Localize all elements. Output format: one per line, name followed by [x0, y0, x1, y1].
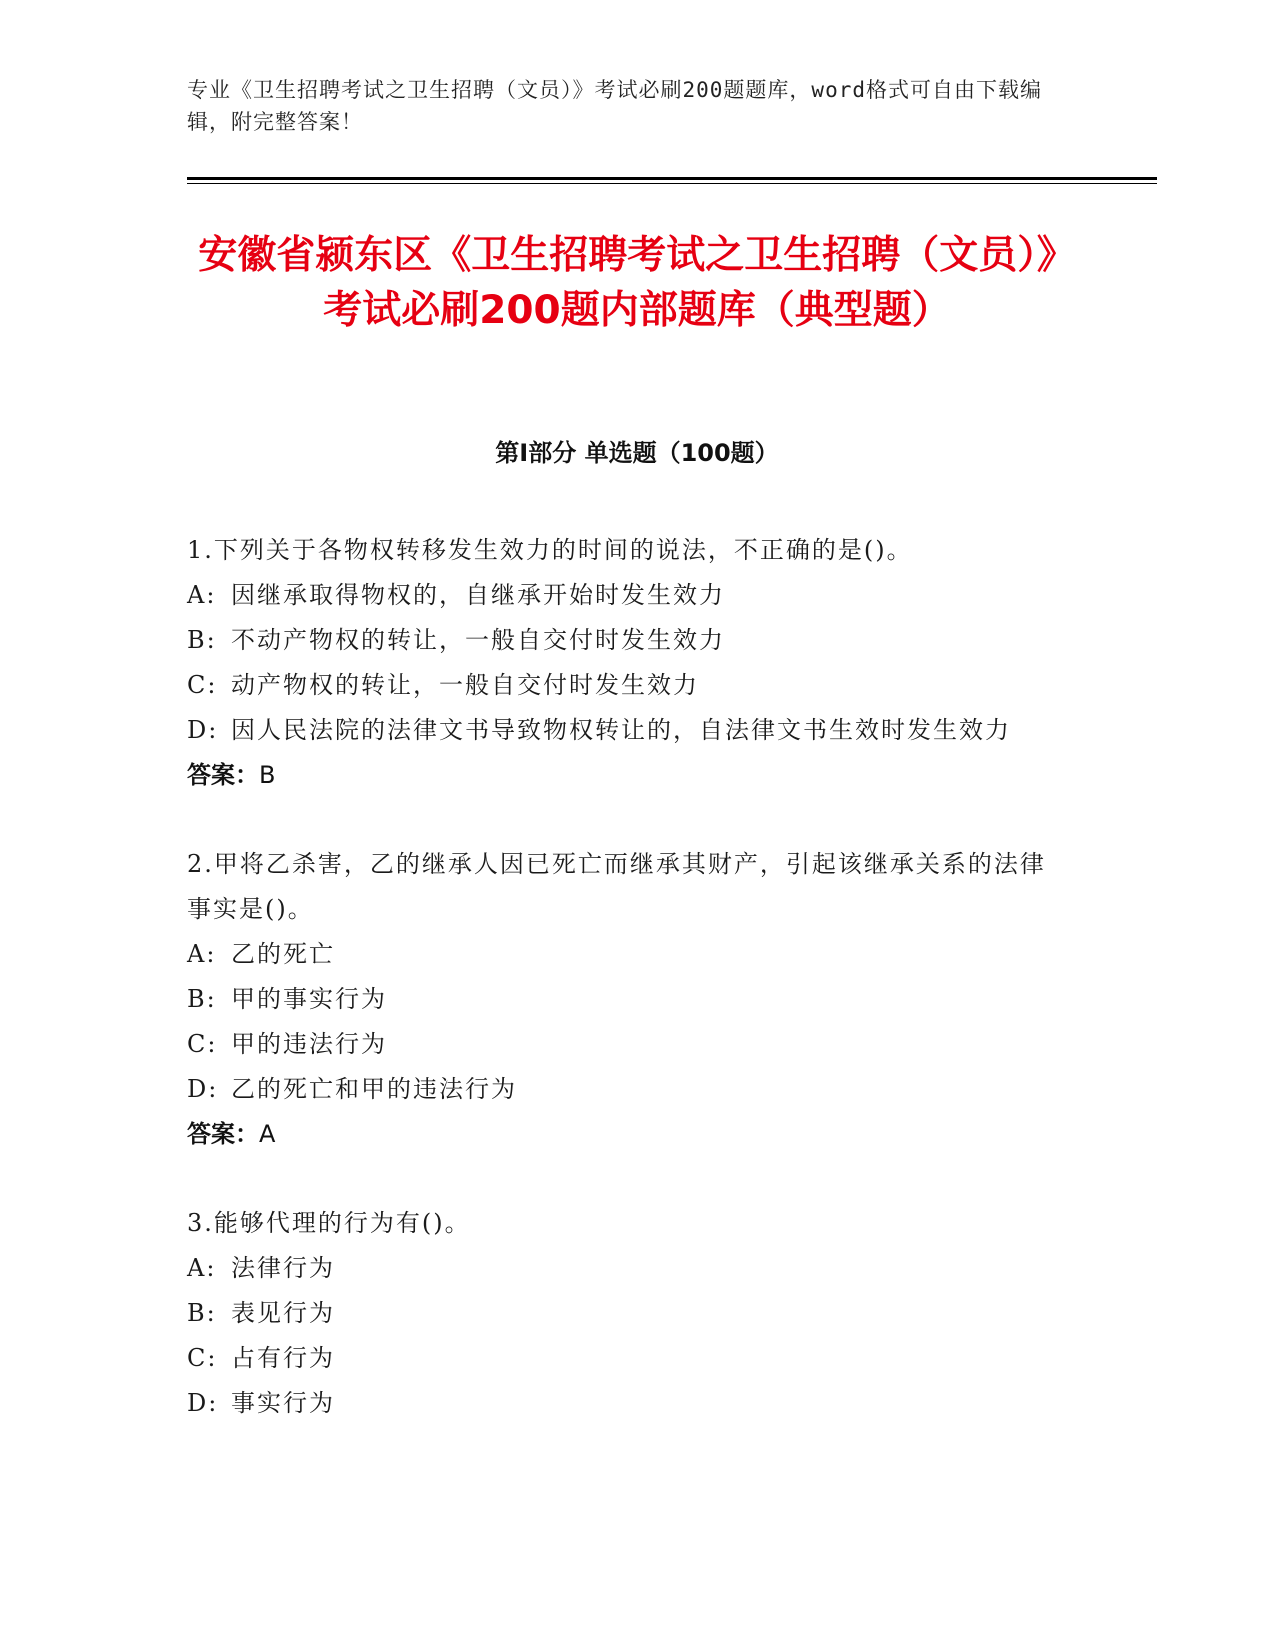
option-c — [187, 1022, 1067, 1067]
option-key: C: — [187, 1344, 218, 1372]
option-a — [187, 932, 1067, 977]
option-key: B: — [187, 626, 217, 654]
option-key: B: — [187, 1299, 217, 1327]
option-text: 动产物权的转让，一般自交付时发生效力 — [231, 671, 699, 699]
option-key: A: — [187, 581, 217, 609]
intro-text: 专业《卫生招聘考试之卫生招聘（文员）》考试必刷200题题库，word格式可自由下载编辑，附完整答案！ — [187, 78, 1042, 134]
option-text: 因继承取得物权的，自继承开始时发生效力 — [231, 581, 725, 609]
option-d — [187, 708, 1067, 753]
option-text: 表见行为 — [231, 1299, 335, 1327]
option-text: 占有行为 — [231, 1344, 335, 1372]
question-list — [187, 528, 1067, 1470]
question-3 — [187, 1201, 1067, 1426]
option-key: C: — [187, 671, 218, 699]
option-text: 法律行为 — [231, 1254, 335, 1282]
option-d — [187, 1067, 1067, 1112]
option-b — [187, 618, 1067, 663]
answer-label: 答案： — [187, 1120, 259, 1148]
option-key: C: — [187, 1030, 218, 1058]
question-stem: 2.甲将乙杀害，乙的继承人因已死亡而继承其财产，引起该继承关系的法律事实是()。 — [187, 850, 1046, 923]
question-2 — [187, 842, 1067, 1157]
answer-value: A — [259, 1120, 276, 1148]
option-a — [187, 573, 1067, 618]
header-rule-thick — [187, 177, 1157, 180]
question-stem: 1.下列关于各物权转移发生效力的时间的说法，不正确的是()。 — [187, 536, 913, 564]
header-rule-thin — [187, 183, 1157, 184]
option-text: 乙的死亡和甲的违法行为 — [231, 1075, 517, 1103]
document-title: 安徽省颍东区《卫生招聘考试之卫生招聘（文员）》考试必刷200题内部题库（典型题） — [198, 233, 1076, 333]
answer-value: B — [259, 761, 276, 789]
option-key: D: — [187, 716, 219, 744]
answer-line — [187, 753, 1067, 798]
option-text: 甲的违法行为 — [231, 1030, 387, 1058]
option-key: B: — [187, 985, 217, 1013]
option-c — [187, 663, 1067, 708]
option-b — [187, 977, 1067, 1022]
option-key: D: — [187, 1075, 219, 1103]
question-stem: 3.能够代理的行为有()。 — [187, 1209, 471, 1237]
option-key: A: — [187, 1254, 217, 1282]
option-text: 甲的事实行为 — [231, 985, 387, 1013]
option-d — [187, 1381, 1067, 1426]
option-a — [187, 1246, 1067, 1291]
option-key: A: — [187, 940, 217, 968]
answer-line — [187, 1112, 1067, 1157]
option-text: 乙的死亡 — [231, 940, 335, 968]
option-text: 因人民法院的法律文书导致物权转让的，自法律文书生效时发生效力 — [231, 716, 1011, 744]
option-key: D: — [187, 1389, 219, 1417]
option-text: 事实行为 — [231, 1389, 335, 1417]
section-heading: 第Ⅰ部分 单选题（100题） — [495, 439, 779, 467]
option-c — [187, 1336, 1067, 1381]
question-1 — [187, 528, 1067, 798]
option-text: 不动产物权的转让，一般自交付时发生效力 — [231, 626, 725, 654]
option-b — [187, 1291, 1067, 1336]
answer-label: 答案： — [187, 761, 259, 789]
